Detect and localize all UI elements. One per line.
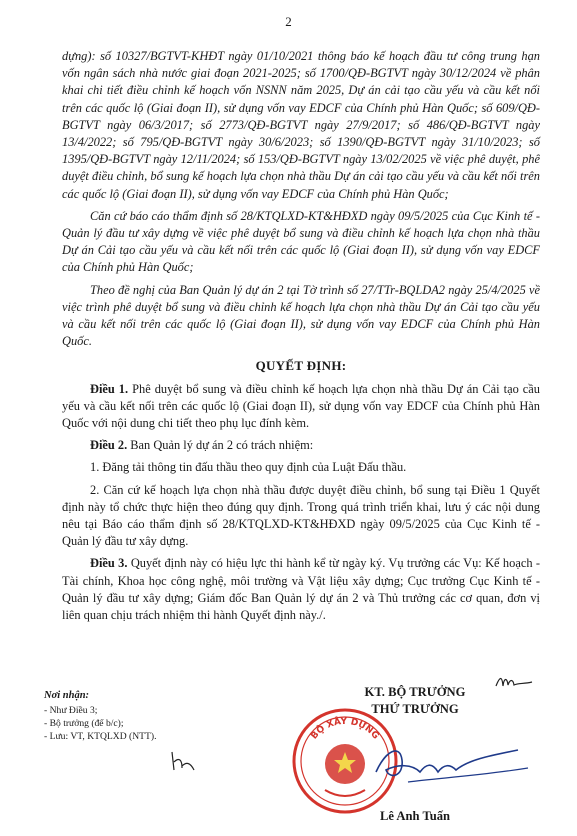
recipient-item: - Như Điều 3; [44, 705, 98, 716]
article-3-text: Quyết định này có hiệu lực thi hành kể từ ngày ký. Vụ trưởng các Vụ: Kế hoạch - Tài chính, Khoa học công nghệ, môi trường và Vật liệu xây dựng; Cục trưởng Cục Kinh tế - Quản lý đầu tư xây dựng; Giám đốc Ban Quản lý dự án 2 và Thủ trưởng các cơ quan, đơn vị liên quan chịu trách nhiệm thi hành Quyết định này./. [62, 556, 540, 623]
recipient-item: - Lưu: VT, KTQLXD (NTT). [44, 731, 157, 742]
article-1 [62, 381, 540, 433]
document-body [62, 48, 540, 629]
proposal-basis-paragraph: Theo đề nghị của Ban Quản lý dự án 2 tại Tờ trình số 27/TTr-BQLDA2 ngày 25/4/2025 về việc trình phê duyệt bổ sung và điều chỉnh kế hoạch lựa chọn nhà thầu Dự án Cải tạo cầu yếu và cầu kết nối trên các quốc lộ (Giai đoạn II), sử dụng vốn vay EDCF của Chính phủ Hàn Quốc. [62, 282, 540, 349]
handwritten-signature-icon [368, 720, 538, 800]
recipients-block [44, 689, 244, 743]
article-3-title: Điều 3. [90, 556, 128, 571]
article-3 [62, 555, 540, 624]
signer-position: THỨ TRƯỞNG [371, 702, 459, 716]
article-2-item-2: 2. Căn cứ kế hoạch lựa chọn nhà thầu được duyệt điều chỉnh, bổ sung tại Điều 1 Quyết định này tổ chức thực hiện theo đúng quy định. Trong quá trình triển khai, lưu ý các nội dung nêu tại Báo cáo thẩm định số 28/KTQLXD-KT&HĐXD ngày 09/5/2025 của Cục Kinh tế - Quản lý đầu tư xây dựng. [62, 482, 540, 549]
initial-mark-icon [168, 748, 198, 774]
signer-authority: KT. BỘ TRƯỞNG [364, 685, 466, 699]
page-number: 2 [285, 14, 292, 29]
decision-heading: QUYẾT ĐỊNH: [255, 358, 347, 374]
article-1-text: Phê duyệt bổ sung và điều chỉnh kế hoạch lựa chọn nhà thầu Dự án Cải tạo cầu yếu và cầu kết nối trên các quốc lộ (Giai đoạn II), sử dụng vốn vay EDCF của Chính phủ Hàn Quốc với nội dung chi tiết theo phụ lục đính kèm. [62, 381, 540, 431]
article-1-title: Điều 1. [90, 381, 129, 396]
article-2 [62, 437, 540, 454]
recipient-item: - Bộ trưởng (để b/c); [44, 718, 124, 729]
seal-text: BỘ XÂY DỰNG [309, 716, 381, 742]
recipients-title: Nơi nhận: [44, 690, 90, 701]
article-2-text: Ban Quản lý dự án 2 có trách nhiệm: [127, 438, 314, 453]
signer-name: Lê Anh Tuấn [379, 809, 450, 823]
article-2-item-1: 1. Đăng tải thông tin đấu thầu theo quy định của Luật Đấu thầu. [90, 460, 407, 475]
appraisal-basis-paragraph: Căn cứ báo cáo thẩm định số 28/KTQLXD-KT&HĐXD ngày 09/5/2025 của Cục Kinh tế - Quản lý đầu tư xây dựng về việc phê duyệt bổ sung và điều chỉnh kế hoạch lựa chọn nhà thầu Dự án Cải tạo cầu yếu và cầu kết nối trên các quốc lộ (Giai đoạn II), sử dụng vốn vay EDCF của Chính phủ Hàn Quốc; [62, 208, 540, 275]
legal-basis-paragraph: dựng): số 10327/BGTVT-KHĐT ngày 01/10/2021 thông báo kế hoạch đầu tư công trung hạn vốn ngân sách nhà nước giai đoạn 2021-2025; số 1700/QĐ-BGTVT ngày 30/12/2024 về phân khai chi tiết điều chỉnh kế hoạch vốn NSNN năm 2025, Dự án cải tạo cầu yếu và cầu kết nối trên các quốc lộ (Giai đoạn II), sử dụng vốn vay EDCF của Chính phủ Hàn Quốc; số 609/QĐ-BGTVT ngày 06/3/2017; số 2773/QĐ-BGTVT ngày 27/9/2017; số 486/QĐ-BGTVT ngày 13/4/2022; số 795/QĐ-BGTVT ngày 30/6/2023; số 1390/QĐ-BGTVT ngày 31/10/2023; số 1395/QĐ-BGTVT ngày 12/11/2024; số 153/QĐ-BGTVT ngày 13/02/2025 về việc phê duyệt, phê duyệt điều chỉnh, bổ sung kế hoạch lựa chọn nhà thầu Dự án cải tạo cầu yếu và cầu kết nối trên các quốc lộ (Giai đoạn II), sử dụng vốn vay EDCF của Chính phủ Hàn Quốc; [62, 49, 540, 201]
article-2-title: Điều 2. [90, 438, 128, 453]
